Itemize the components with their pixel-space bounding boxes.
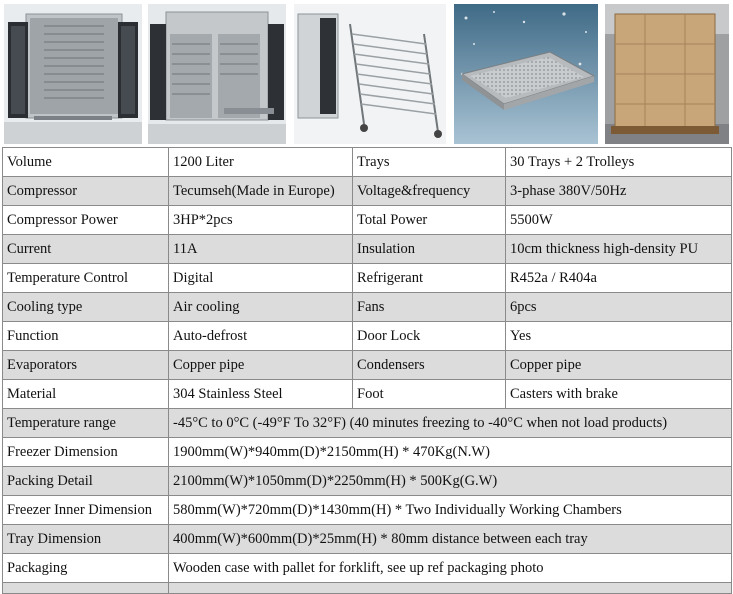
table-row bbox=[3, 467, 732, 496]
table-row bbox=[3, 177, 732, 206]
spec-value: 1900mm(W)*940mm(D)*2150mm(H) * 470Kg(N.W) bbox=[169, 438, 732, 467]
table-row bbox=[3, 496, 732, 525]
spec-value: 2100mm(W)*1050mm(D)*2250mm(H) * 500Kg(G.W) bbox=[169, 467, 732, 496]
table-row bbox=[3, 206, 732, 235]
freezer-open-doors-photo bbox=[4, 4, 142, 144]
spec-label: Foot bbox=[353, 380, 506, 409]
spec-value: Tecumseh(Made in Europe) bbox=[169, 177, 353, 206]
product-photo-strip bbox=[0, 0, 733, 148]
spec-value: 30 Trays + 2 Trolleys bbox=[506, 148, 732, 177]
table-row bbox=[3, 322, 732, 351]
spec-value: R452a / R404a bbox=[506, 264, 732, 293]
spec-label: Freezer Dimension bbox=[3, 438, 169, 467]
spec-label: Door Lock bbox=[353, 322, 506, 351]
spec-label: Fans bbox=[353, 293, 506, 322]
wooden-packaging-photo bbox=[605, 4, 729, 144]
spec-value: Digital bbox=[169, 264, 353, 293]
spec-label: Tray Dimension bbox=[3, 525, 169, 554]
spec-value: Copper pipe bbox=[169, 351, 353, 380]
table-row bbox=[3, 264, 732, 293]
spec-value: Air cooling bbox=[169, 293, 353, 322]
spec-value: 580mm(W)*720mm(D)*1430mm(H) * Two Individually Working Chambers bbox=[169, 496, 732, 525]
spec-label: Insulation bbox=[353, 235, 506, 264]
freezer-open-trolley-photo bbox=[148, 4, 286, 144]
spec-value: Casters with brake bbox=[506, 380, 732, 409]
tray-trolley-photo bbox=[294, 4, 446, 144]
spec-label: Function bbox=[3, 322, 169, 351]
spec-label: Trays bbox=[353, 148, 506, 177]
spec-value: Yes bbox=[506, 322, 732, 351]
spec-value: 3HP*2pcs bbox=[169, 206, 353, 235]
spec-label: Cooling type bbox=[3, 293, 169, 322]
spec-value: 10cm thickness high-density PU bbox=[506, 235, 732, 264]
specification-table bbox=[2, 147, 732, 594]
spec-label: Volume bbox=[3, 148, 169, 177]
spec-label: Compressor Power bbox=[3, 206, 169, 235]
spec-value: 304 Stainless Steel bbox=[169, 380, 353, 409]
table-row bbox=[3, 235, 732, 264]
table-row bbox=[3, 554, 732, 583]
table-row bbox=[3, 351, 732, 380]
table-row bbox=[3, 409, 732, 438]
spec-label-empty bbox=[3, 583, 169, 594]
spec-value: Wooden case with pallet for forklift, see up ref packaging photo bbox=[169, 554, 732, 583]
spec-value: Copper pipe bbox=[506, 351, 732, 380]
spec-label: Packing Detail bbox=[3, 467, 169, 496]
table-row-cut-off bbox=[3, 583, 732, 594]
spec-label: Compressor bbox=[3, 177, 169, 206]
perforated-tray-photo bbox=[454, 4, 598, 144]
spec-label: Temperature range bbox=[3, 409, 169, 438]
spec-value: 400mm(W)*600mm(D)*25mm(H) * 80mm distance between each tray bbox=[169, 525, 732, 554]
spec-label: Evaporators bbox=[3, 351, 169, 380]
spec-label: Total Power bbox=[353, 206, 506, 235]
spec-value: 3-phase 380V/50Hz bbox=[506, 177, 732, 206]
spec-value: Auto-defrost bbox=[169, 322, 353, 351]
spec-label: Temperature Control bbox=[3, 264, 169, 293]
table-row bbox=[3, 293, 732, 322]
spec-label: Refrigerant bbox=[353, 264, 506, 293]
table-row bbox=[3, 525, 732, 554]
spec-value: 5500W bbox=[506, 206, 732, 235]
spec-label: Voltage&frequency bbox=[353, 177, 506, 206]
spec-value: 11A bbox=[169, 235, 353, 264]
spec-label: Current bbox=[3, 235, 169, 264]
spec-label: Packaging bbox=[3, 554, 169, 583]
spec-value: -45°C to 0°C (-49°F To 32°F) (40 minutes freezing to -40°C when not load products) bbox=[169, 409, 732, 438]
table-row bbox=[3, 380, 732, 409]
spec-value-empty bbox=[169, 583, 732, 594]
spec-value: 1200 Liter bbox=[169, 148, 353, 177]
spec-label: Freezer Inner Dimension bbox=[3, 496, 169, 525]
spec-label: Material bbox=[3, 380, 169, 409]
spec-value: 6pcs bbox=[506, 293, 732, 322]
table-row bbox=[3, 438, 732, 467]
spec-label: Condensers bbox=[353, 351, 506, 380]
table-row bbox=[3, 148, 732, 177]
